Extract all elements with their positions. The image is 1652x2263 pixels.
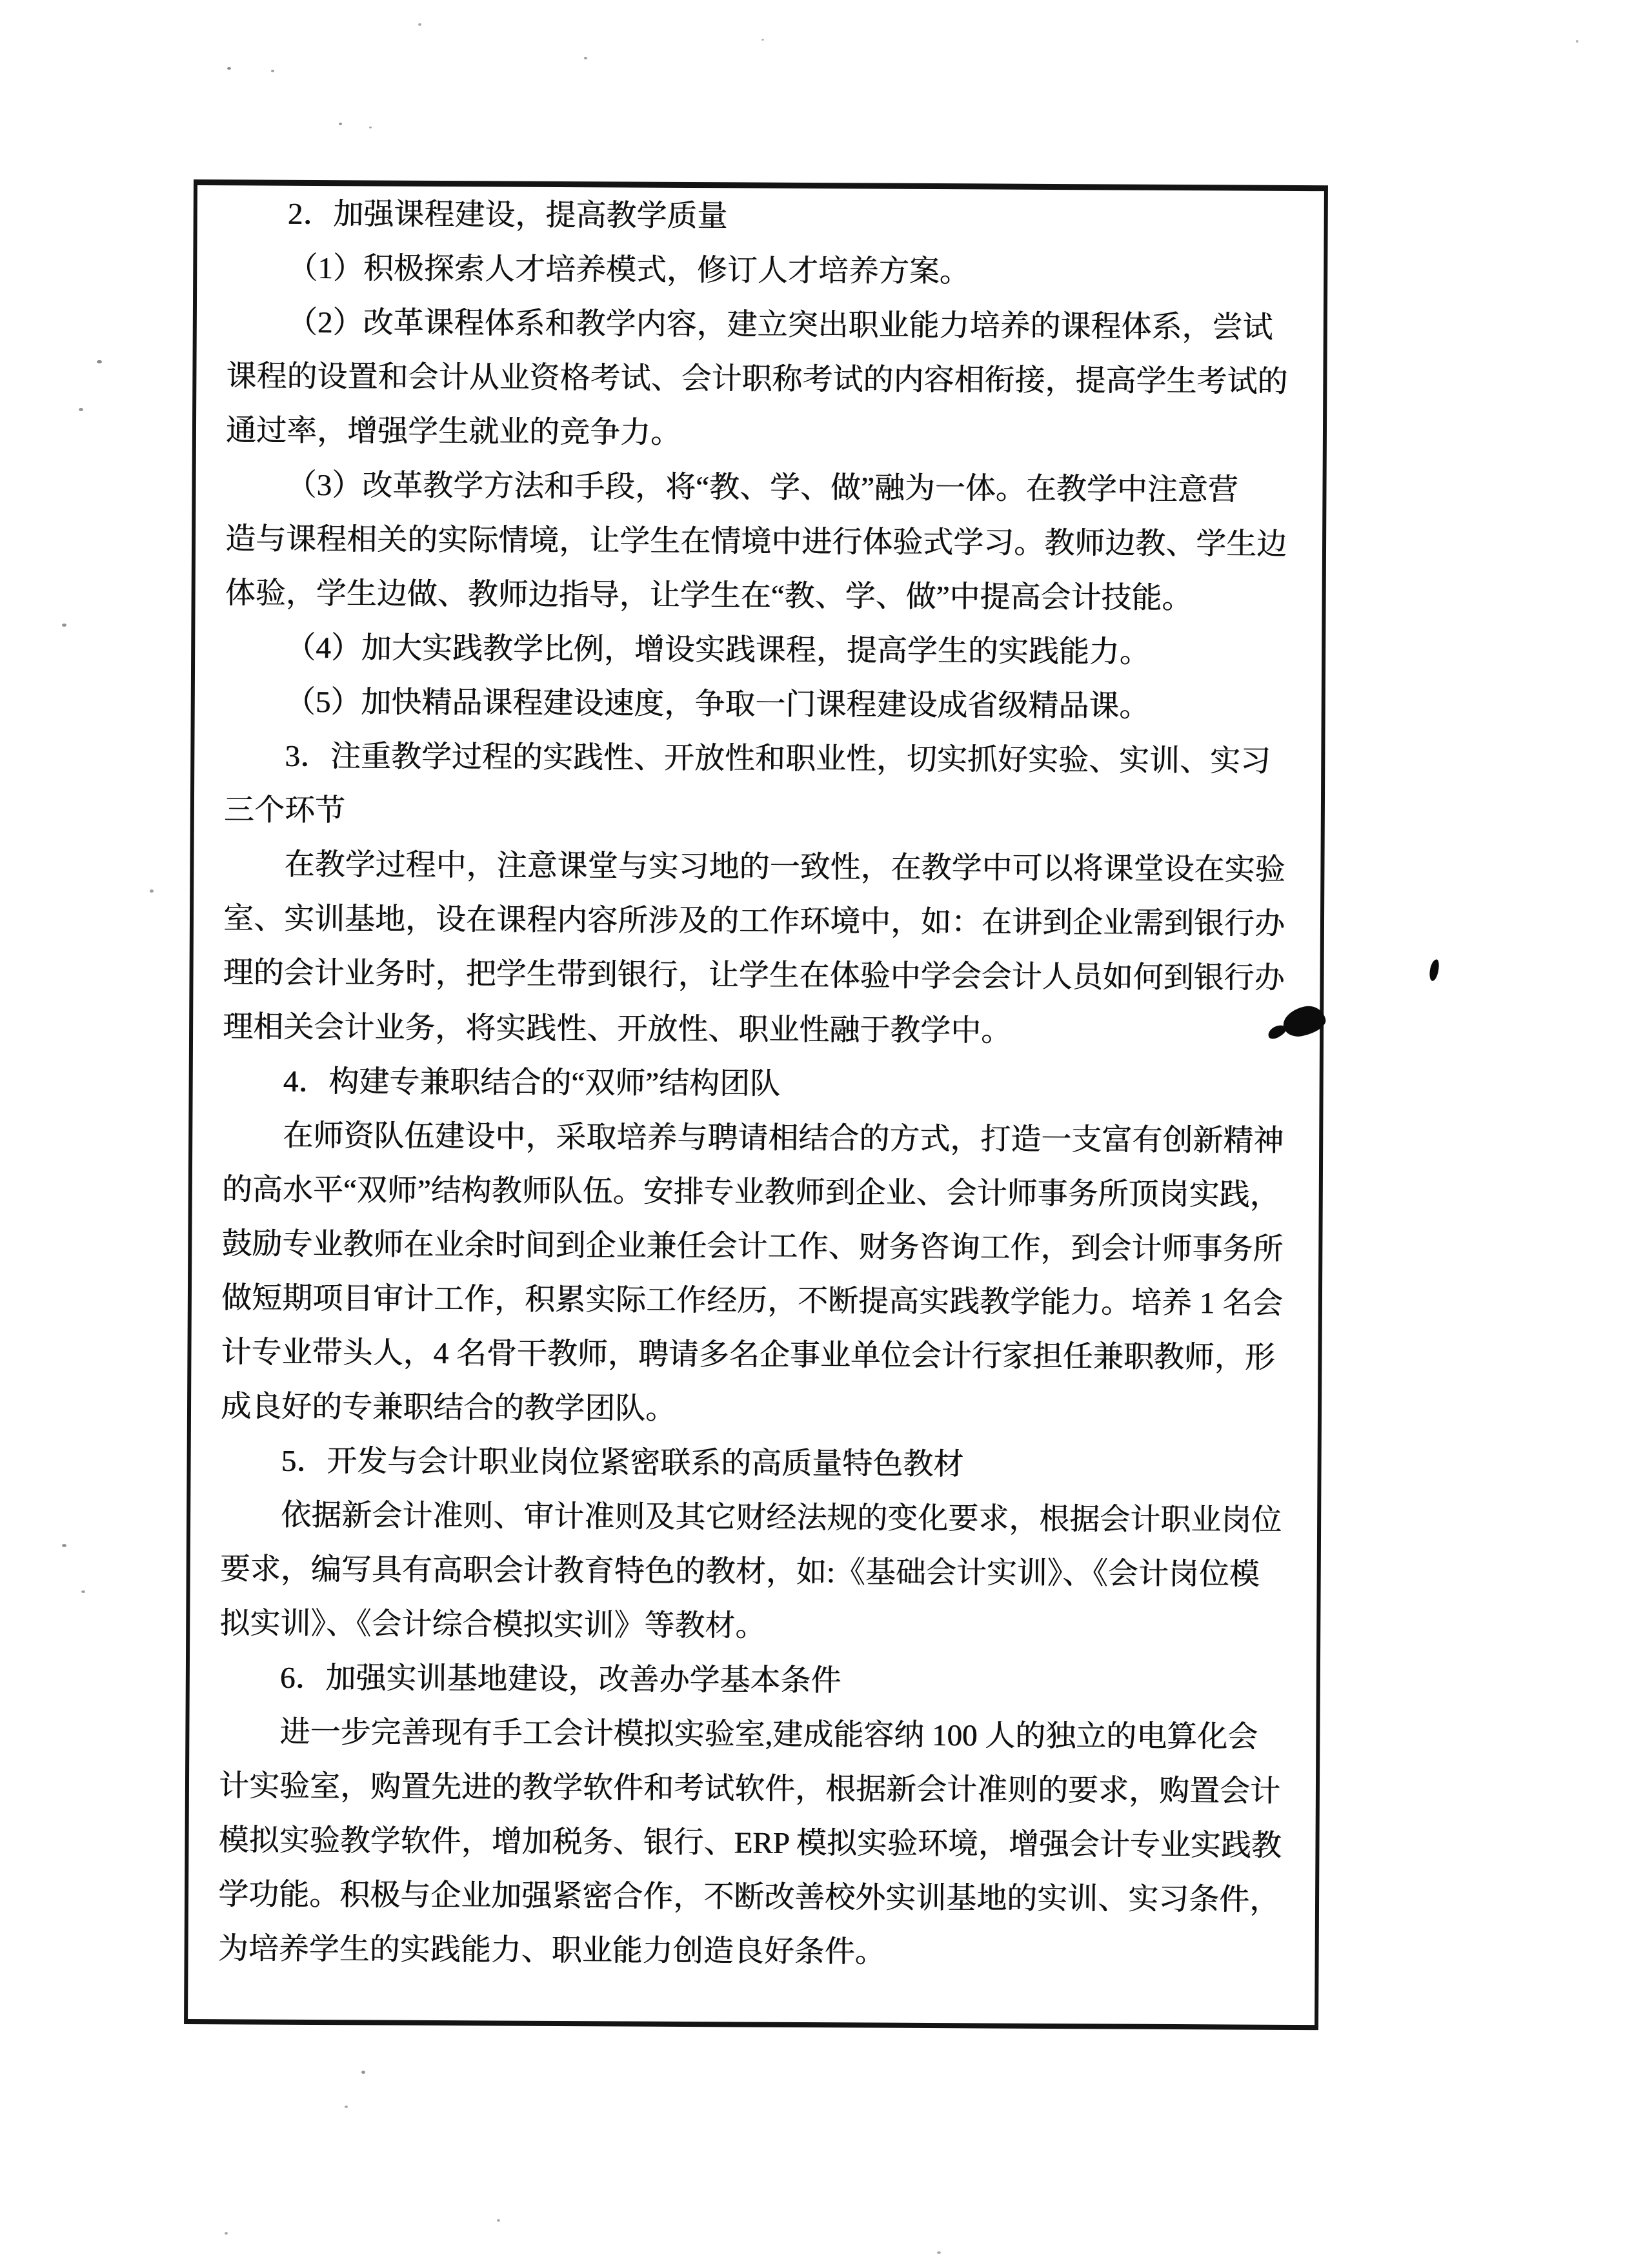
scan-speck	[361, 2071, 365, 2074]
paragraph	[227, 241, 1318, 301]
scan-speck	[97, 360, 102, 363]
text-line: 三个环节	[223, 793, 346, 828]
text-line: 6．加强实训基地建设，改善办学基本条件	[279, 1661, 841, 1698]
ink-mark	[1428, 959, 1440, 982]
scan-speck	[761, 39, 764, 41]
text-line: 造与课程相关的实际情境，让学生在情境中进行体验式学习。教师边教、学生边	[225, 522, 1287, 562]
text-line: 做短期项目审计工作，积累实际工作经历，不断提高实践教学能力。培养 1 名会	[221, 1281, 1284, 1321]
text-line: 拟实训》、《会计综合模拟实训》等教材。	[219, 1607, 766, 1643]
scan-speck	[225, 2232, 228, 2235]
text-line: 通过率，增强学生就业的竞争力。	[225, 414, 681, 450]
paragraph	[224, 729, 1316, 843]
scan-speck	[339, 123, 342, 125]
text-line: 成良好的专兼职结合的教学团队。	[220, 1390, 676, 1426]
scan-speck	[150, 889, 154, 893]
paragraph	[226, 295, 1318, 463]
text-line: 室、实训基地，设在课程内容所涉及的工作环境中，如：在讲到企业需到银行办	[223, 902, 1285, 941]
paragraph	[225, 675, 1316, 735]
text-line: 4．构建专兼职结合的“双师”结构团队	[283, 1064, 781, 1101]
text-line: （5）加快精品课程建设速度，争取一门课程建设成省级精品课。	[285, 685, 1150, 724]
text-line: 3．注重教学过程的实践性、开放性和职业性，切实抓好实验、实训、实习	[285, 739, 1271, 778]
text-line: 计专业带头人，4 名骨干教师，聘请多名企事业单位会计行家担任兼职教师，形	[221, 1335, 1275, 1375]
paragraph	[227, 187, 1319, 247]
scan-speck	[1576, 40, 1578, 43]
text-line: （3）改革教学方法和手段，将“教、学、做”融为一体。在教学中注意营	[286, 468, 1238, 507]
paragraph	[222, 1054, 1314, 1114]
text-line: 依据新会计准则、审计准则及其它财经法规的变化要求，根据会计职业岗位	[281, 1498, 1282, 1537]
text-line: 体验，学生边做、教师边指导，让学生在“教、学、做”中提高会计技能。	[225, 576, 1193, 616]
text-line: 的高水平“双师”结构教师队伍。安排专业教师到企业、会计师事务所顶岗实践，	[221, 1173, 1280, 1212]
scan-speck	[62, 624, 66, 627]
paragraph	[223, 837, 1316, 1060]
scan-speck	[418, 23, 421, 26]
paragraph	[219, 1650, 1311, 1710]
text-line: 课程的设置和会计从业资格考试、会计职称考试的内容相衔接，提高学生考试的	[226, 360, 1288, 399]
scan-speck	[937, 2251, 941, 2254]
text-line: 在师资队伍建设中，采取培养与聘请相结合的方式，打造一支富有创新精神	[283, 1119, 1284, 1158]
text-line: 进一步完善现有手工会计模拟实验室,建成能容纳 100 人的独立的电算化会	[279, 1715, 1258, 1754]
scan-speck	[369, 127, 372, 128]
paragraph	[219, 1488, 1312, 1656]
scan-speck	[271, 70, 274, 72]
scan-speck	[345, 2106, 348, 2108]
text-line: 2．加强课程建设，提高教学质量	[287, 197, 728, 234]
paragraph	[225, 458, 1317, 626]
text-line: （2）改革课程体系和教学内容，建立突出职业能力培养的课程体系，尝试	[287, 305, 1273, 345]
text-line: 模拟实验教学软件，增加税务、银行、ERP 模拟实验环境，增强会计专业实践教	[218, 1823, 1282, 1863]
paragraph	[220, 1434, 1312, 1494]
text-block	[217, 187, 1318, 1982]
paragraph	[217, 1705, 1311, 1982]
scan-speck	[227, 67, 231, 70]
scan-speck	[497, 2219, 500, 2222]
text-line: 学功能。积极与企业加强紧密合作，不断改善校外实训基地的实训、实习条件，	[217, 1878, 1280, 1917]
text-line: （4）加大实践教学比例，增设实践课程，提高学生的实践能力。	[285, 631, 1150, 669]
scan-speck	[62, 1544, 66, 1547]
text-line: 5．开发与会计职业岗位紧密联系的高质量特色教材	[281, 1444, 964, 1482]
paragraph	[225, 620, 1316, 680]
table-cell-border	[184, 179, 1328, 2030]
text-line: 为培养学生的实践能力、职业能力创造良好条件。	[217, 1932, 885, 1969]
scan-speck	[81, 1590, 85, 1593]
text-line: （1）积极探索人才培养模式，修订人才培养方案。	[287, 251, 970, 289]
text-line: 计实验室，购置先进的教学软件和考试软件，根据新会计准则的要求，购置会计	[218, 1769, 1281, 1809]
paragraph	[221, 1108, 1315, 1439]
text-line: 理相关会计业务，将实践性、开放性、职业性融于教学中。	[222, 1010, 1012, 1048]
text-line: 鼓励专业教师在业余时间到企业兼任会计工作、财务咨询工作，到会计师事务所	[221, 1227, 1284, 1266]
text-line: 在教学过程中，注意课堂与实习地的一致性，在教学中可以将课堂设在实验	[284, 847, 1285, 887]
scan-speck	[79, 408, 83, 411]
text-line: 理的会计业务时，把学生带到银行，让学生在体验中学会会计人员如何到银行办	[223, 956, 1285, 995]
text-line: 要求，编写具有高职会计教育特色的教材，如:《基础会计实训》、《会计岗位模	[219, 1552, 1260, 1592]
scan-speck	[584, 57, 587, 59]
